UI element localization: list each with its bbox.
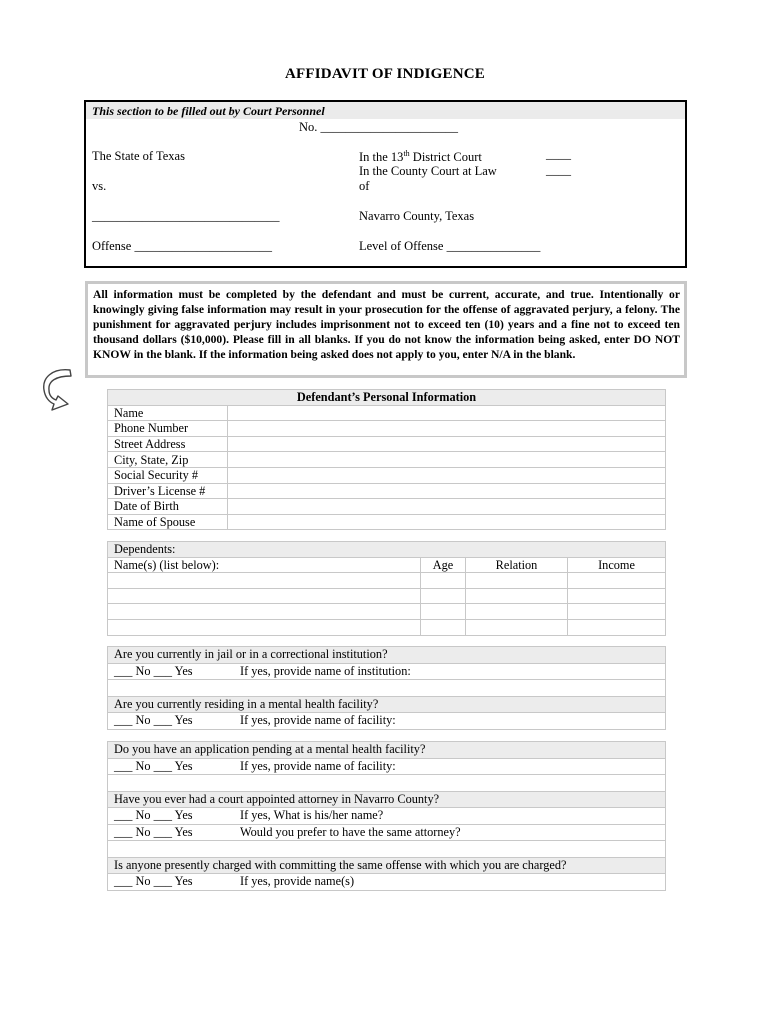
column-header-names: Name(s) (list below): xyxy=(108,557,421,573)
column-header-income: Income xyxy=(568,557,666,573)
dependent-name-input[interactable] xyxy=(108,619,421,635)
answer-row xyxy=(108,758,665,775)
mental-health-question: Are you currently residing in a mental health facility? xyxy=(114,696,379,711)
name-input[interactable] xyxy=(228,405,666,421)
dependent-name-input[interactable] xyxy=(108,573,421,589)
dependent-name-input[interactable] xyxy=(108,588,421,604)
dependent-income-input[interactable] xyxy=(568,573,666,589)
field-label: Phone Number xyxy=(108,421,228,437)
phone-input[interactable] xyxy=(228,421,666,437)
table-row xyxy=(108,619,666,635)
table-row xyxy=(108,514,666,530)
same-attorney-followup[interactable]: Would you prefer to have the same attorney? xyxy=(240,824,461,839)
ssn-input[interactable] xyxy=(228,467,666,483)
county-court-blank[interactable]: ____ xyxy=(546,163,571,177)
district-court-label: In the 13th District Court xyxy=(359,149,482,165)
field-label: Date of Birth xyxy=(108,499,228,515)
table-row xyxy=(108,405,666,421)
notice-text: All information must be completed by the defendant and must be current, accurate, and true. Intentionally or knowingly giving false information may result in your prosecution for the offense of aggravated perjury, a felony. The punishment for aggravated perjury includes imprisonment not to exceed ten (10) years and a fine not to exceed ten thousand dollars ($10,000). Please fill in all blanks. If you do not know the information being asked, enter DO NOT KNOW in the blank. If the information being asked does not apply to you, enter N/A in the blank. xyxy=(93,288,680,362)
drivers-license-input[interactable] xyxy=(228,483,666,499)
dependent-relation-input[interactable] xyxy=(466,573,568,589)
city-state-zip-input[interactable] xyxy=(228,452,666,468)
question-row xyxy=(108,646,665,663)
blank-row[interactable] xyxy=(108,679,665,696)
dependent-income-input[interactable] xyxy=(568,604,666,620)
vs-label: vs. xyxy=(92,179,107,193)
same-offense-yes-no[interactable]: ___ No ___ Yes xyxy=(114,874,193,888)
personal-info-table xyxy=(107,389,666,530)
attorney-question: Have you ever had a court appointed attorney in Navarro County? xyxy=(114,791,440,806)
field-label: Driver’s License # xyxy=(108,483,228,499)
dependent-relation-input[interactable] xyxy=(466,619,568,635)
county-label: Navarro County, Texas xyxy=(359,209,475,223)
field-label: Name of Spouse xyxy=(108,514,228,530)
table-row xyxy=(108,452,666,468)
questions-block-history xyxy=(107,741,666,891)
table-row xyxy=(108,573,666,589)
same-attorney-yes-no[interactable]: ___ No ___ Yes xyxy=(114,824,193,839)
table-row xyxy=(108,604,666,620)
table-row xyxy=(108,436,666,452)
dependent-age-input[interactable] xyxy=(421,604,466,620)
notice-box xyxy=(85,281,687,378)
answer-row xyxy=(108,807,665,824)
field-label: City, State, Zip xyxy=(108,452,228,468)
defendant-name-line[interactable]: ______________________________ xyxy=(92,209,280,223)
column-header-relation: Relation xyxy=(466,557,568,573)
case-number-field[interactable]: No. ______________________ xyxy=(299,120,459,134)
answer-row xyxy=(108,712,665,729)
question-row xyxy=(108,696,665,713)
dependent-income-input[interactable] xyxy=(568,619,666,635)
personal-info-heading: Defendant’s Personal Information xyxy=(108,390,666,406)
application-pending-question: Do you have an application pending at a mental health facility? xyxy=(114,742,426,756)
level-of-offense-field[interactable]: Level of Offense _______________ xyxy=(359,239,541,253)
court-section-header-text: This section to be filled out by Court Personnel xyxy=(92,104,325,118)
county-court-label-of: of xyxy=(359,179,370,193)
spouse-name-input[interactable] xyxy=(228,514,666,530)
document-title: AFFIDAVIT OF INDIGENCE xyxy=(285,66,485,82)
state-label: The State of Texas xyxy=(92,149,185,163)
jail-yes-no[interactable]: ___ No ___ Yes xyxy=(114,663,193,678)
field-label: Street Address xyxy=(108,436,228,452)
dependent-relation-input[interactable] xyxy=(466,588,568,604)
dependents-heading: Dependents: xyxy=(108,542,666,558)
answer-row xyxy=(108,873,665,890)
attorney-yes-no[interactable]: ___ No ___ Yes xyxy=(114,808,193,822)
answer-row xyxy=(108,663,665,680)
dependent-income-input[interactable] xyxy=(568,588,666,604)
court-section-header xyxy=(86,102,685,119)
question-row xyxy=(108,857,665,874)
dependent-name-input[interactable] xyxy=(108,604,421,620)
dependent-age-input[interactable] xyxy=(421,588,466,604)
questions-block-custody xyxy=(107,646,666,730)
field-label: Name xyxy=(108,405,228,421)
same-offense-followup[interactable]: If yes, provide name(s) xyxy=(240,874,355,888)
dependent-age-input[interactable] xyxy=(421,573,466,589)
offense-field[interactable]: Offense ______________________ xyxy=(92,239,272,253)
column-header-age: Age xyxy=(421,557,466,573)
question-row xyxy=(108,791,665,808)
question-row xyxy=(108,741,665,758)
attorney-name-followup[interactable]: If yes, What is his/her name? xyxy=(240,808,384,822)
table-row xyxy=(108,499,666,515)
jail-question: Are you currently in jail or in a correctional institution? xyxy=(114,647,388,661)
blank-row[interactable] xyxy=(108,840,665,857)
court-personnel-section xyxy=(84,100,687,268)
date-of-birth-input[interactable] xyxy=(228,499,666,515)
table-row xyxy=(108,483,666,499)
application-followup[interactable]: If yes, provide name of facility: xyxy=(240,758,396,773)
same-offense-question: Is anyone presently charged with committing the same offense with which you are charged? xyxy=(114,857,567,872)
county-court-label: In the County Court at Law xyxy=(359,164,497,178)
street-address-input[interactable] xyxy=(228,436,666,452)
table-row xyxy=(108,588,666,604)
dependent-age-input[interactable] xyxy=(421,619,466,635)
dependents-table xyxy=(107,541,666,636)
blank-row[interactable] xyxy=(108,774,665,791)
dependent-relation-input[interactable] xyxy=(466,604,568,620)
table-row xyxy=(108,421,666,437)
jail-followup[interactable]: If yes, provide name of institution: xyxy=(240,663,411,678)
mental-health-yes-no[interactable]: ___ No ___ Yes xyxy=(114,713,193,727)
district-court-blank[interactable]: ____ xyxy=(546,147,571,161)
answer-row xyxy=(108,824,665,841)
application-yes-no[interactable]: ___ No ___ Yes xyxy=(114,758,193,773)
mental-health-followup[interactable]: If yes, provide name of facility: xyxy=(240,713,396,727)
curved-arrow-icon xyxy=(38,366,78,414)
field-label: Social Security # xyxy=(108,467,228,483)
table-row xyxy=(108,467,666,483)
